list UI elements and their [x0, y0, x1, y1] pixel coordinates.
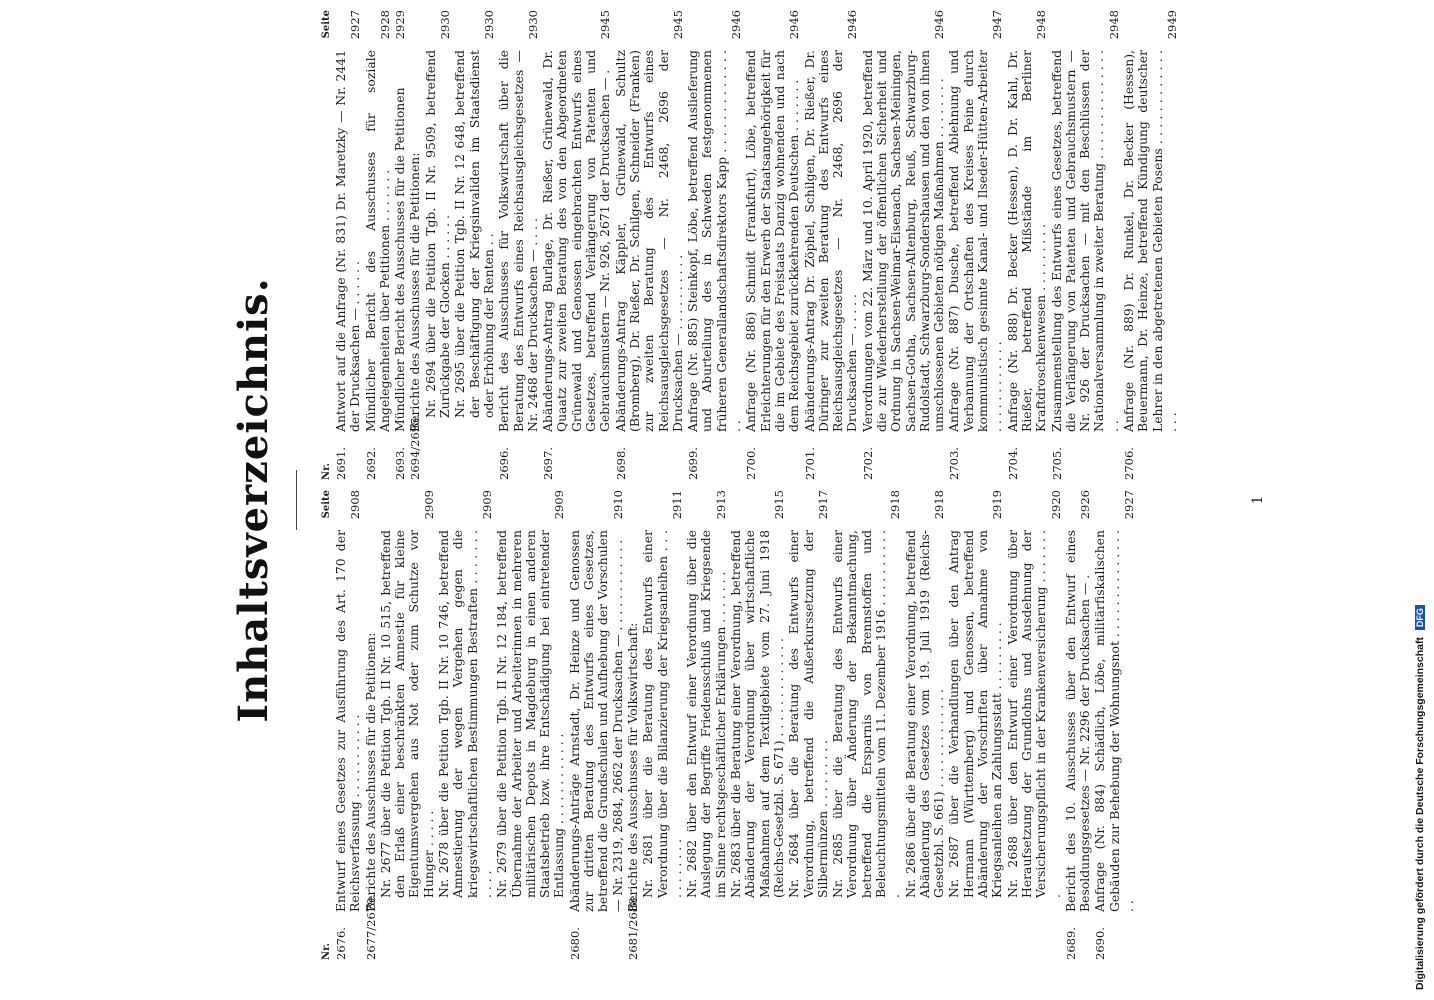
entry-text: Abänderungs-Antrag Dr. Zöphel, Schilgen, Dr. Rießer, Dr. Düringer zur zweiten Beratung des Entwurfs eines Reichsausgleichsgesetzes — Nr. 2468, 2696 der Drucksachen — . . . . . [801, 50, 860, 432]
entry-text: Anfrage (Nr. 888) Dr. Becker (Hessen), D. Dr. Kahl, Dr. Rießer, betreffend Mißstände im Berliner Kraftdroschkenwesen . . . . . . . . . [1004, 50, 1049, 432]
entry-page: 2913 [713, 490, 728, 520]
entry-page: 2928 [377, 10, 392, 40]
entry-number: 2680. [567, 927, 582, 960]
entry-text: Bericht des Ausschusses für Volkswirtschaft über die Beratung des Entwurfs eines Reichsausgleichsgesetzes — Nr. 2468 der Drucksachen — . . . . [496, 50, 540, 432]
entry-number: 2681/2688. [625, 893, 640, 960]
entry-text: Berichte des Ausschusses für die Petitionen: [407, 152, 423, 432]
entry-text: Abänderungs-Antrag Burlage, Dr. Rießer, Grünewald, Dr. Quaatz zur zweiten Beratung des von den Abgeordneten Grünewald und Genossen eingebrachten Entwurfs eines Gesetzes, betreffend Verlängerung von Patenten und Gebrauchsmustern — Nr. 926, 2671 der Drucksachen — . [540, 50, 613, 432]
entry-page: 2947 [990, 10, 1005, 40]
entry-number: 2697. [541, 447, 556, 480]
entry-page: 2948 [1034, 10, 1049, 40]
entry-number: 2703. [947, 447, 962, 480]
entry-text: Nr. 2679 über die Petition Tgb. II Nr. 12 184, betreffend Übernahme der Arbeiter und Arbeiterinnen in mehreren militärischen Depots in Magdeburg in einen anderen Staatsbetrieb bzw. ihre Entschädigung bei eintretender Entlassung . . . . . . . . . . . . [494, 530, 567, 898]
entry-page: 2920 [1048, 490, 1063, 520]
entry-text: Mündlicher Bericht des Ausschusses für soziale Angelegenheiten über Petitionen . . . . . . . [362, 50, 392, 432]
entry-number: 2692. [363, 447, 378, 480]
entry-page: 2909 [421, 490, 436, 520]
entry-page: 2946 [787, 10, 802, 40]
entry-page: 2946 [932, 10, 947, 40]
entry-page: 2926 [1078, 490, 1093, 520]
right-entries [334, 10, 1179, 480]
left-column-header [318, 490, 334, 960]
entry-number: 2701. [802, 447, 817, 480]
entry-text: Nr. 2695 über die Petition Tgb. II Nr. 12 648, betreffend der Beschäftigung der Kriegsinvaliden im Staatsdienst oder Erhöhung der Renten . . [452, 50, 496, 418]
entry-number: 2694/2695. [408, 413, 423, 480]
toc-entry [831, 490, 902, 960]
toc-entry [1122, 10, 1179, 480]
toc-entry [541, 10, 612, 480]
entry-page: 2930 [438, 10, 453, 40]
entry-page: 2929 [393, 10, 408, 40]
toc-entry [334, 490, 363, 960]
entry-text: Verordnungen vom 22. März und 10. April 1920, betreffend die zur Wiederherstellung der öffentlichen Sicherheit und Ordnung in Sachsen-Weimar-Eisenach, Sachsen-Meiningen, Sachsen-Gotha, Sachsen-Altenburg, Reuß, Schwarzburg-Rudolstadt, Schwarzburg-Sondershausen und den von ihnen umschlossenen Gebieten nötigen Maßnahmen . . . . . . . . [859, 50, 947, 432]
entry-page: 2915 [771, 490, 786, 520]
entry-number: 2696. [497, 447, 512, 480]
toc-entry [861, 10, 947, 480]
entry-text: Nr. 2685 über die Beratung des Entwurfs einer Verordnung über Änderung der Bekanntmachung, betreffend die Ersparnis von Brennstoffen und Beleuchtungsmitteln vom 11. Dezember 1916 . . . . . . . . . . . [830, 530, 903, 898]
entry-text: Nr. 2678 über die Petition Tgb. II Nr. 10 746, betreffend Amnestierung der wegen Vergehen gegen die kriegswirtschaftlichen Bestimmungen Bestraften . . . . . . . . . . . [436, 530, 494, 898]
side-note [1412, 0, 1434, 1000]
funding-note: Digitalisierung gefördert durch die Deutsche Forschungsgemeinschaft [1414, 637, 1426, 990]
toc-entry [334, 10, 363, 480]
page-number: 1 [1250, 495, 1266, 505]
entry-page: 2918 [932, 490, 947, 520]
entry-text: Abänderungs-Anträge Arnstadt, Dr. Heinze und Genossen zur dritten Beratung des Entwurfs eines Gesetzes, betreffend die Grundschulen und Aufhebung der Vorschulen — Nr. 2319, 2684, 2662 der Drucksachen — . . . . . . . . . . . . [566, 530, 625, 912]
toc-entry [497, 10, 540, 480]
toc-entry [1050, 10, 1121, 480]
seite-header: Seite [321, 490, 332, 519]
document-title: Inhaltsverzeichnis. [230, 277, 277, 723]
side-note-text-wrap [1414, 10, 1426, 990]
entry-page: 2917 [815, 490, 830, 520]
entry-text: Antwort auf die Anfrage (Nr. 831) Dr. Maretzky — Nr. 2441 der Drucksachen — . . . . . . [333, 50, 363, 432]
entry-text: Nr. 2694 über die Petition Tgb. II Nr. 9509, betreffend Zurückgabe der Glocken . . . . . . [422, 50, 453, 418]
entry-number: 2693. [393, 447, 408, 480]
entry-text: Nr. 2683 über die Beratung einer Verordnung, betreffend Abänderung der Verordnung über wirtschaftliche Maßnahmen auf dem Textilgebiete vom 27. Juni 1918 (Reichs-Gesetzbl. S. 671) . . . . . . . . . . . . . [728, 530, 786, 898]
dfg-logo: DFG [1415, 605, 1425, 630]
toc-entry [1093, 490, 1136, 960]
toc-entry [408, 10, 422, 480]
entry-page: 2945 [598, 10, 613, 40]
entry-number: 2705. [1049, 447, 1064, 480]
toc-entry [626, 490, 640, 960]
entry-number: 2704. [1005, 447, 1020, 480]
entry-number: 2698. [613, 447, 628, 480]
entry-text: Nr. 2687 über die Verhandlungen über den Antrag Hermann (Württemberg) und Genossen, betreffend Abänderung der Vorschriften über Annahme von Kriegsanleihen an Zahlungsstatt . . . . . . . . . [946, 530, 1005, 898]
toc-entry [1006, 10, 1049, 480]
entry-text: Berichte des Ausschusses für Volkswirtschaft: [624, 622, 640, 912]
entry-page: 2908 [348, 490, 363, 520]
toc-entry [729, 490, 786, 960]
entry-page: 2911 [669, 490, 684, 520]
left-column [318, 490, 1137, 960]
entry-number: 2677/2679. [363, 893, 378, 960]
nr-header: Nr. [321, 463, 332, 480]
entry-number: 2702. [860, 447, 875, 480]
entry-text: Nr. 2684 über die Beratung des Entwurfs einer Verordnung, betreffend die Außerkurssetzung der Silbermünzen . . . . . . . . . [786, 530, 830, 898]
entry-page: 2946 [729, 10, 744, 40]
toc-entry [364, 10, 393, 480]
toc-entry [364, 490, 378, 960]
entry-page: 2927 [1122, 490, 1137, 520]
entry-text: Nr. 2682 über den Entwurf einer Verordnung über die Auslegung der Begriffe Friedensschluß und Kriegsende im Sinne rechtsgeschäftlicher Erklärungen . . . . . . . [684, 530, 728, 898]
toc-entry [803, 10, 860, 480]
entry-text: Anfrage (Nr. 884) Schädlich, Löbe, militärfiskalischen Gebäuden zur Behebung der Wohnungsnot . . . . . . . . . . . . . . . . [1092, 530, 1137, 912]
entry-page: 2949 [1164, 10, 1179, 40]
entry-text: Anfrage (Nr. 885) Steinkopf, Löbe, betreffend Auslieferung und Aburteilung des in Schweden festgenommenen früheren Generallandschaftsdirektors Kapp . . . . . . . . . . . . . . . [685, 50, 744, 432]
entry-page: 2909 [552, 490, 567, 520]
entry-page: 2930 [481, 10, 496, 40]
toc-entry [568, 490, 625, 960]
entry-page: 2945 [670, 10, 685, 40]
toc-entry [641, 490, 684, 960]
entry-number: 2691. [334, 447, 348, 480]
entry-text: Nr. 2677 über die Petition Tgb. II Nr. 10 515, betreffend den Erlaß einer beschränkten Amnestie für kleine Eigentumsvergehen aus Not oder zum Schutze vor Hunger . . . . . [377, 530, 436, 898]
entry-text: Anfrage (Nr. 887) Dusche, betreffend Ablehnung und Verbannung der Ortschaften des Kreises Peine durch kommunistisch gesinnte Kanal- und Ilseder-Hütten-Arbeiter . . . . . . . . . . . . [946, 50, 1005, 432]
toc-entry [947, 10, 1004, 480]
toc-entry [495, 490, 566, 960]
entry-text: Berichte des Ausschusses für die Petitionen: [362, 632, 378, 912]
entry-page: 2910 [610, 490, 625, 520]
entry-page: 2919 [990, 490, 1005, 520]
entry-page: 2927 [348, 10, 363, 40]
entry-number: 2700. [744, 447, 759, 480]
entry-number: 2699. [686, 447, 701, 480]
entry-text: Abänderungs-Antrag Käppler, Grünewald, Schultz (Bromberg), Dr. Rießer, Dr. Schilgen, Schneider (Franken) zur zweiten Beratung des Entwurfs eines Reichsausgleichsgesetzes — Nr. 2468, 2696 der Drucksachen — . . . . . . . . . . [612, 50, 685, 432]
entry-text: Mündlicher Bericht des Ausschusses für die Petitionen [392, 87, 408, 432]
entry-page: 2946 [845, 10, 860, 40]
entry-text: Nr. 2688 über den Entwurf einer Verordnung über Heraufsetzung der Grundlohns und Ausdehnung der Versicherungspflicht in der Krankenversicherung . . . . . . . . [1004, 530, 1063, 898]
toc-entry [904, 490, 947, 960]
toc-entry [614, 10, 685, 480]
toc-entry [685, 490, 728, 960]
toc-entry [453, 10, 496, 480]
nr-header: Nr. [321, 943, 332, 960]
toc-entry [1006, 490, 1063, 960]
entry-number: 2706. [1122, 447, 1137, 480]
entry-number: 2689. [1063, 927, 1078, 960]
entry-text: Anfrage (Nr. 889) Dr. Runkel, Dr. Becker (Hessen), Beuermann, Dr. Heinze, betreffend Kündigung deutscher Lehrer in den abgetretenen Gebieten Posens . . . . . . . . . . . . . . . [1121, 50, 1179, 432]
entry-text: Nr. 2681 über die Beratung des Entwurfs einer Verordnung über die Bilanzierung der Kriegsanleihen . . . . . . . . . . . [640, 530, 684, 898]
entry-text: Entwurf eines Gesetzes zur Ausführung des Art. 170 der Reichsverfassung . . . . . . . . . . . [333, 530, 363, 912]
entry-number: 2676. [334, 927, 348, 960]
toc-entry [744, 10, 801, 480]
title-divider [296, 470, 297, 530]
entry-page: 2930 [525, 10, 540, 40]
entry-page: 2909 [479, 490, 494, 520]
toc-entry [787, 490, 830, 960]
toc-entry [379, 490, 436, 960]
toc-entry [393, 10, 407, 480]
left-entries [334, 490, 1136, 960]
entry-text: Bericht des 10. Ausschusses über den Entwurf eines Besoldungsgesetzes — Nr. 2296 der Drucksachen — . [1062, 530, 1093, 912]
entry-text: Zusammenstellung des Entwurfs eines Gesetzes, betreffend die Verlängerung von Patenten und Gebrauchsmustern — Nr. 926 der Drucksachen — mit den Beschlüssen der Nationalversammlung in zweiter Beratung . . . . . . . . . . . . . . . . [1048, 50, 1121, 432]
toc-entry [686, 10, 743, 480]
entry-number: 2690. [1093, 927, 1108, 960]
entry-text: Anfrage (Nr. 886) Schmidt (Frankfurt), Löbe, betreffend Erleichterungen für den Erwerb der Staatsangehörigkeit für die im Gebiete des Freistaats Danzig wohnenden und nach dem Reichsgebiet zurückkehrenden Deutschen . . . . . . . [743, 50, 802, 432]
entry-text: Nr. 2686 über die Beratung einer Verordnung, betreffend Abänderung des Gesetzes vom 19. Juli 1919 (Reichs-Gesetzbl. S. 661) . . . . . . . . . . . . . [902, 530, 947, 898]
toc-entry [947, 490, 1004, 960]
right-column-header [318, 10, 334, 480]
toc-entry [437, 490, 494, 960]
entry-page: 2918 [888, 490, 903, 520]
seite-header: Seite [321, 10, 332, 39]
right-column [318, 10, 1180, 480]
toc-entry [1064, 490, 1093, 960]
entry-page: 2948 [1106, 10, 1121, 40]
toc-entry [424, 10, 453, 480]
